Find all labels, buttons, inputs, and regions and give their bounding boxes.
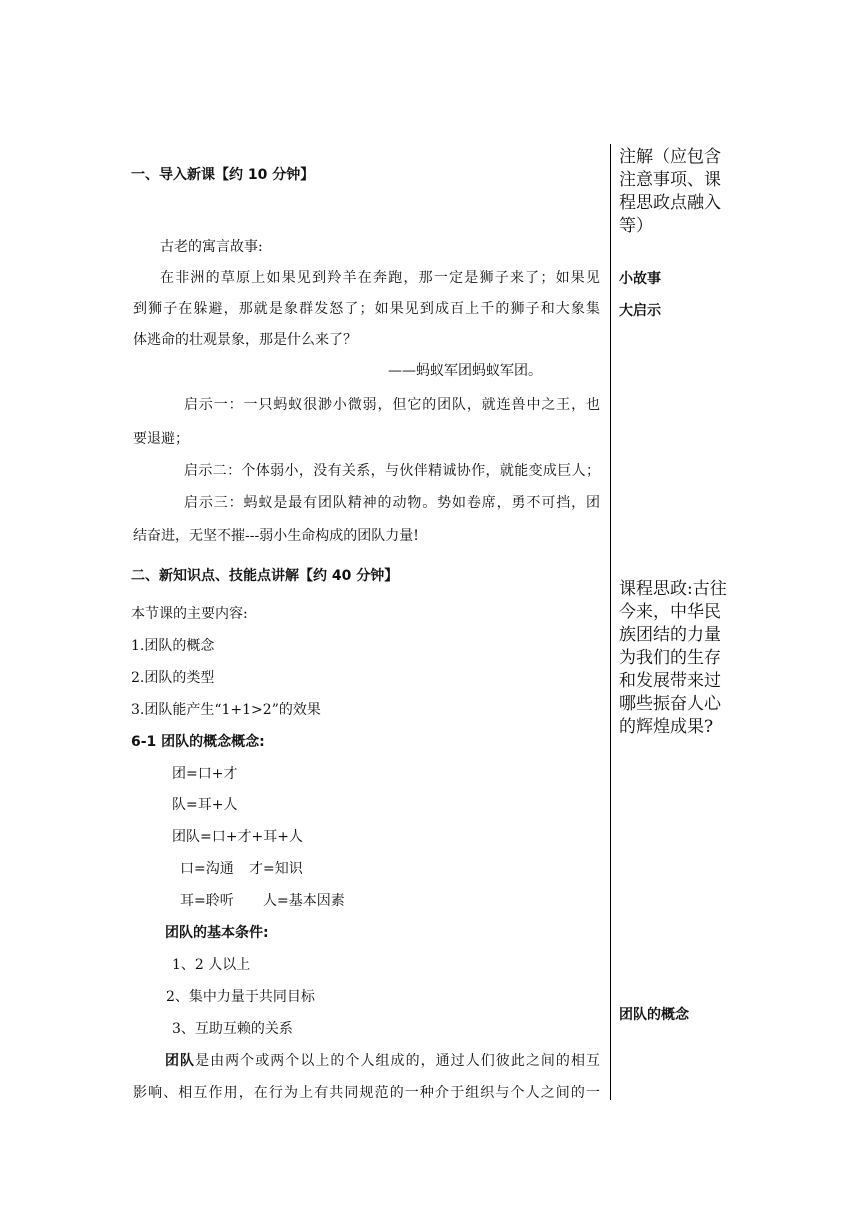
concept-label: 团队的概念 <box>619 1007 689 1023</box>
definition-line: 影响、相互作用，在行为上有共同规范的一种介于组织与个人之间的一 <box>133 1085 600 1101</box>
formula: 团=口+才 <box>172 766 238 782</box>
column-divider <box>610 144 611 1100</box>
insight-line: 结奋进，无坚不摧---弱小生命构成的团队力量! <box>133 528 419 544</box>
formula: 团队=口+才+耳+人 <box>172 829 303 845</box>
story-line: 在非洲的草原上如果见到羚羊在奔跑，那一定是狮子来了；如果见 <box>160 270 600 286</box>
definition-text: 是由两个或两个以上的个人组成的，通过人们彼此之间的相互 <box>195 1053 601 1069</box>
formula: 人=基本因素 <box>263 893 345 909</box>
condition-item: 3、互助互赖的关系 <box>172 1021 293 1037</box>
content-intro: 本节课的主要内容: <box>131 606 248 622</box>
definition-line <box>165 1050 600 1070</box>
content-item: 2.团队的类型 <box>131 670 215 686</box>
insight-label: 大启示 <box>619 303 661 319</box>
formula: 耳=聆听 <box>180 893 234 909</box>
insight-line: 启示一：一只蚂蚁很渺小微弱，但它的团队，就连兽中之王，也 <box>184 397 600 413</box>
annotation-note: 注解（应包含注意事项、课程思政点融入等） <box>619 147 721 236</box>
story-label: 小故事 <box>619 271 661 287</box>
insight-line: 启示三：蚂蚁是最有团队精神的动物。势如卷席，勇不可挡，团 <box>184 495 600 511</box>
formula: 队=耳+人 <box>172 797 238 813</box>
story-line: 到狮子在躲避，那就是象群发怒了；如果见到成百上千的狮子和大象集 <box>133 301 600 317</box>
formula: 口=沟通 <box>180 861 234 877</box>
ideology-note: 课程思政:古往今来，中华民族团结的力量为我们的生存和发展带来过哪些振奋人心的辉煌成果? <box>619 579 727 737</box>
content-item: 1.团队的概念 <box>131 638 215 654</box>
section2-heading: 二、新知识点、技能点讲解【约 40 分钟】 <box>131 568 399 584</box>
content-item: 3.团队能产生“1+1>2”的效果 <box>131 702 321 718</box>
section1-heading: 一、导入新课【约 10 分钟】 <box>131 167 315 183</box>
story-answer: ——蚂蚁军团蚂蚁军团。 <box>388 363 542 379</box>
insight-line: 要退避； <box>133 431 189 447</box>
formula: 才=知识 <box>249 861 303 877</box>
story-line: 体逃命的壮观景象，那是什么来了？ <box>133 332 357 348</box>
story-title: 古老的寓言故事: <box>160 239 263 255</box>
concept-heading: 6-1 团队的概念概念: <box>131 734 265 750</box>
condition-item: 2、集中力量于共同目标 <box>166 989 315 1005</box>
conditions-heading: 团队的基本条件: <box>165 925 269 941</box>
definition-term: 团队 <box>165 1053 196 1069</box>
insight-line: 启示二：个体弱小，没有关系，与伙伴精诚协作，就能变成巨人； <box>184 463 600 479</box>
condition-item: 1、2 人以上 <box>172 957 251 973</box>
